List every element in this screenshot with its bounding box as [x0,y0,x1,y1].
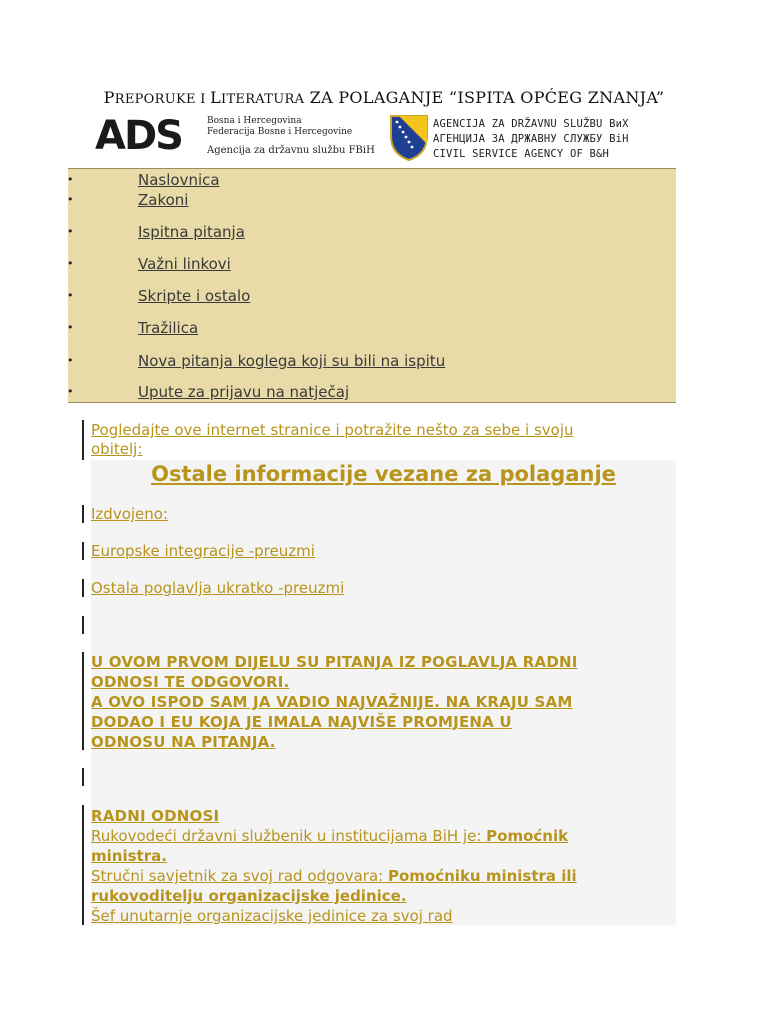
title-part-iteratura: ITERATURA [221,92,305,107]
question-2-text: Stručni savjetnik za svoj rad odgovara: [91,867,388,885]
title-part-reporuke: REPORUKE I [114,92,211,107]
quote-bar [82,768,84,786]
nav-item-skripte[interactable] [68,287,676,307]
question-3-text: Šef unutarnje organizacijske jedinice za svoj rad [91,907,453,925]
nav-bullet: • [67,289,74,302]
agency-line-bosnian: AGENCIJA ZA DRŽAVNU SLUŽBU BиХ [433,118,629,130]
ads-logo-line3: Agencija za državnu službu FBiH [207,145,375,156]
intro-link-line2[interactable]: obitelj: [91,440,143,458]
notice-line-3: A OVO ISPOD SAM JA VADIO NAJVAŽNIJE. NA KRAJU SAM [91,693,573,711]
intro-link-line1[interactable]: Pogledajte ove internet stranice i potražite nešto za sebe i svoju [91,421,574,439]
answer-2-part-a: Pomoćniku ministra ili [388,867,577,885]
quote-bar [82,505,84,523]
europske-integracije-link[interactable]: Europske integracije -preuzmi [91,542,315,560]
bih-coat-of-arms-icon [389,114,429,162]
nav-item-upute[interactable] [68,383,676,403]
nav-link-upute[interactable]: Upute za prijavu na natječaj [138,383,350,401]
notice-line-2: ODNOSI TE ODGOVORI. [91,673,290,691]
ostala-poglavlja-link[interactable]: Ostala poglavlja ukratko -preuzmi [91,579,345,597]
agency-logo-text [433,117,629,162]
title-initial-l: L [210,88,222,107]
nav-item-zakoni[interactable] [68,191,676,211]
title-initial-p: P [103,88,115,107]
agency-logo [389,114,675,166]
nav-link-trazilica[interactable]: Tražilica [138,319,199,337]
radni-odnosi-title: RADNI ODNOSI [91,807,220,825]
nav-link-vazni-linkovi[interactable]: Važni linkovi [138,255,231,273]
question-3 [91,906,453,926]
quote-bar [82,542,84,560]
section-heading[interactable]: Ostale informacije vezane za polaganje [151,462,616,486]
izdvojeno-link[interactable]: Izdvojeno: [91,505,169,523]
question-2 [91,866,577,886]
nav-bullet: • [67,225,74,238]
nav-item-nova-pitanja[interactable] [68,352,676,372]
quote-bar [82,652,84,750]
answer-1-line2 [91,846,167,866]
notice-line-1: U OVOM PRVOM DIJELU SU PITANJA IZ POGLAVLJA RADNI [91,653,578,671]
nav-link-nova-pitanja[interactable]: Nova pitanja koglega koji su bili na ispitu [138,352,446,370]
ads-logo-text [207,116,375,158]
nav-bullet: • [67,354,74,367]
nav-bullet: • [67,321,74,334]
ads-logo [95,114,385,160]
notice-line-4: DODAO I EU KOJA JE IMALA NAJVIŠE PROMJENA U [91,713,512,731]
ads-logo-mark: ADS [95,113,182,159]
quote-bar [82,616,84,634]
answer-1-part-a: Pomoćnik [486,827,569,845]
answer-1-part-b: ministra. [91,847,167,865]
agency-line-cyrillic: АГЕНЦИЈА ЗА ДРЖАВНУ СЛУЖБУ ВіН [433,133,629,145]
nav-link-naslovnica[interactable]: Naslovnica [138,171,220,189]
quote-bar [82,805,84,925]
nav-bullet: • [67,385,74,398]
page-title [0,88,768,107]
notice-line-5: ODNOSU NA PITANJA. [91,733,276,751]
nav-bullet: • [67,173,74,186]
nav-bullet: • [67,193,74,206]
quote-bar [82,579,84,597]
ads-logo-line1: Bosna i Hercegovina [207,116,302,126]
nav-bullet: • [67,257,74,270]
answer-2-line2 [91,886,407,906]
quote-bar [82,420,84,460]
nav-item-ispitna-pitanja[interactable] [68,223,676,243]
question-1-text: Rukovodeći državni službenik u institucijama BiH je: [91,827,487,845]
main-navigation [68,168,676,403]
nav-item-naslovnica[interactable] [68,171,676,191]
nav-link-ispitna-pitanja[interactable]: Ispitna pitanja [138,223,245,241]
nav-item-vazni-linkovi[interactable] [68,255,676,275]
nav-item-trazilica[interactable] [68,319,676,339]
nav-link-skripte[interactable]: Skripte i ostalo [138,287,251,305]
agency-line-english: CIVIL SERVICE AGENCY OF B&H [433,148,610,160]
nav-link-zakoni[interactable]: Zakoni [138,191,189,209]
question-1 [91,826,568,846]
title-part-rest: ZA POLAGANJE “ISPITA OPĆEG ZNANJA” [304,88,665,107]
answer-2-part-b: rukovoditelju organizacijske jedinice. [91,887,407,905]
ads-logo-line2: Federacija Bosne i Hercegovine [207,127,353,137]
